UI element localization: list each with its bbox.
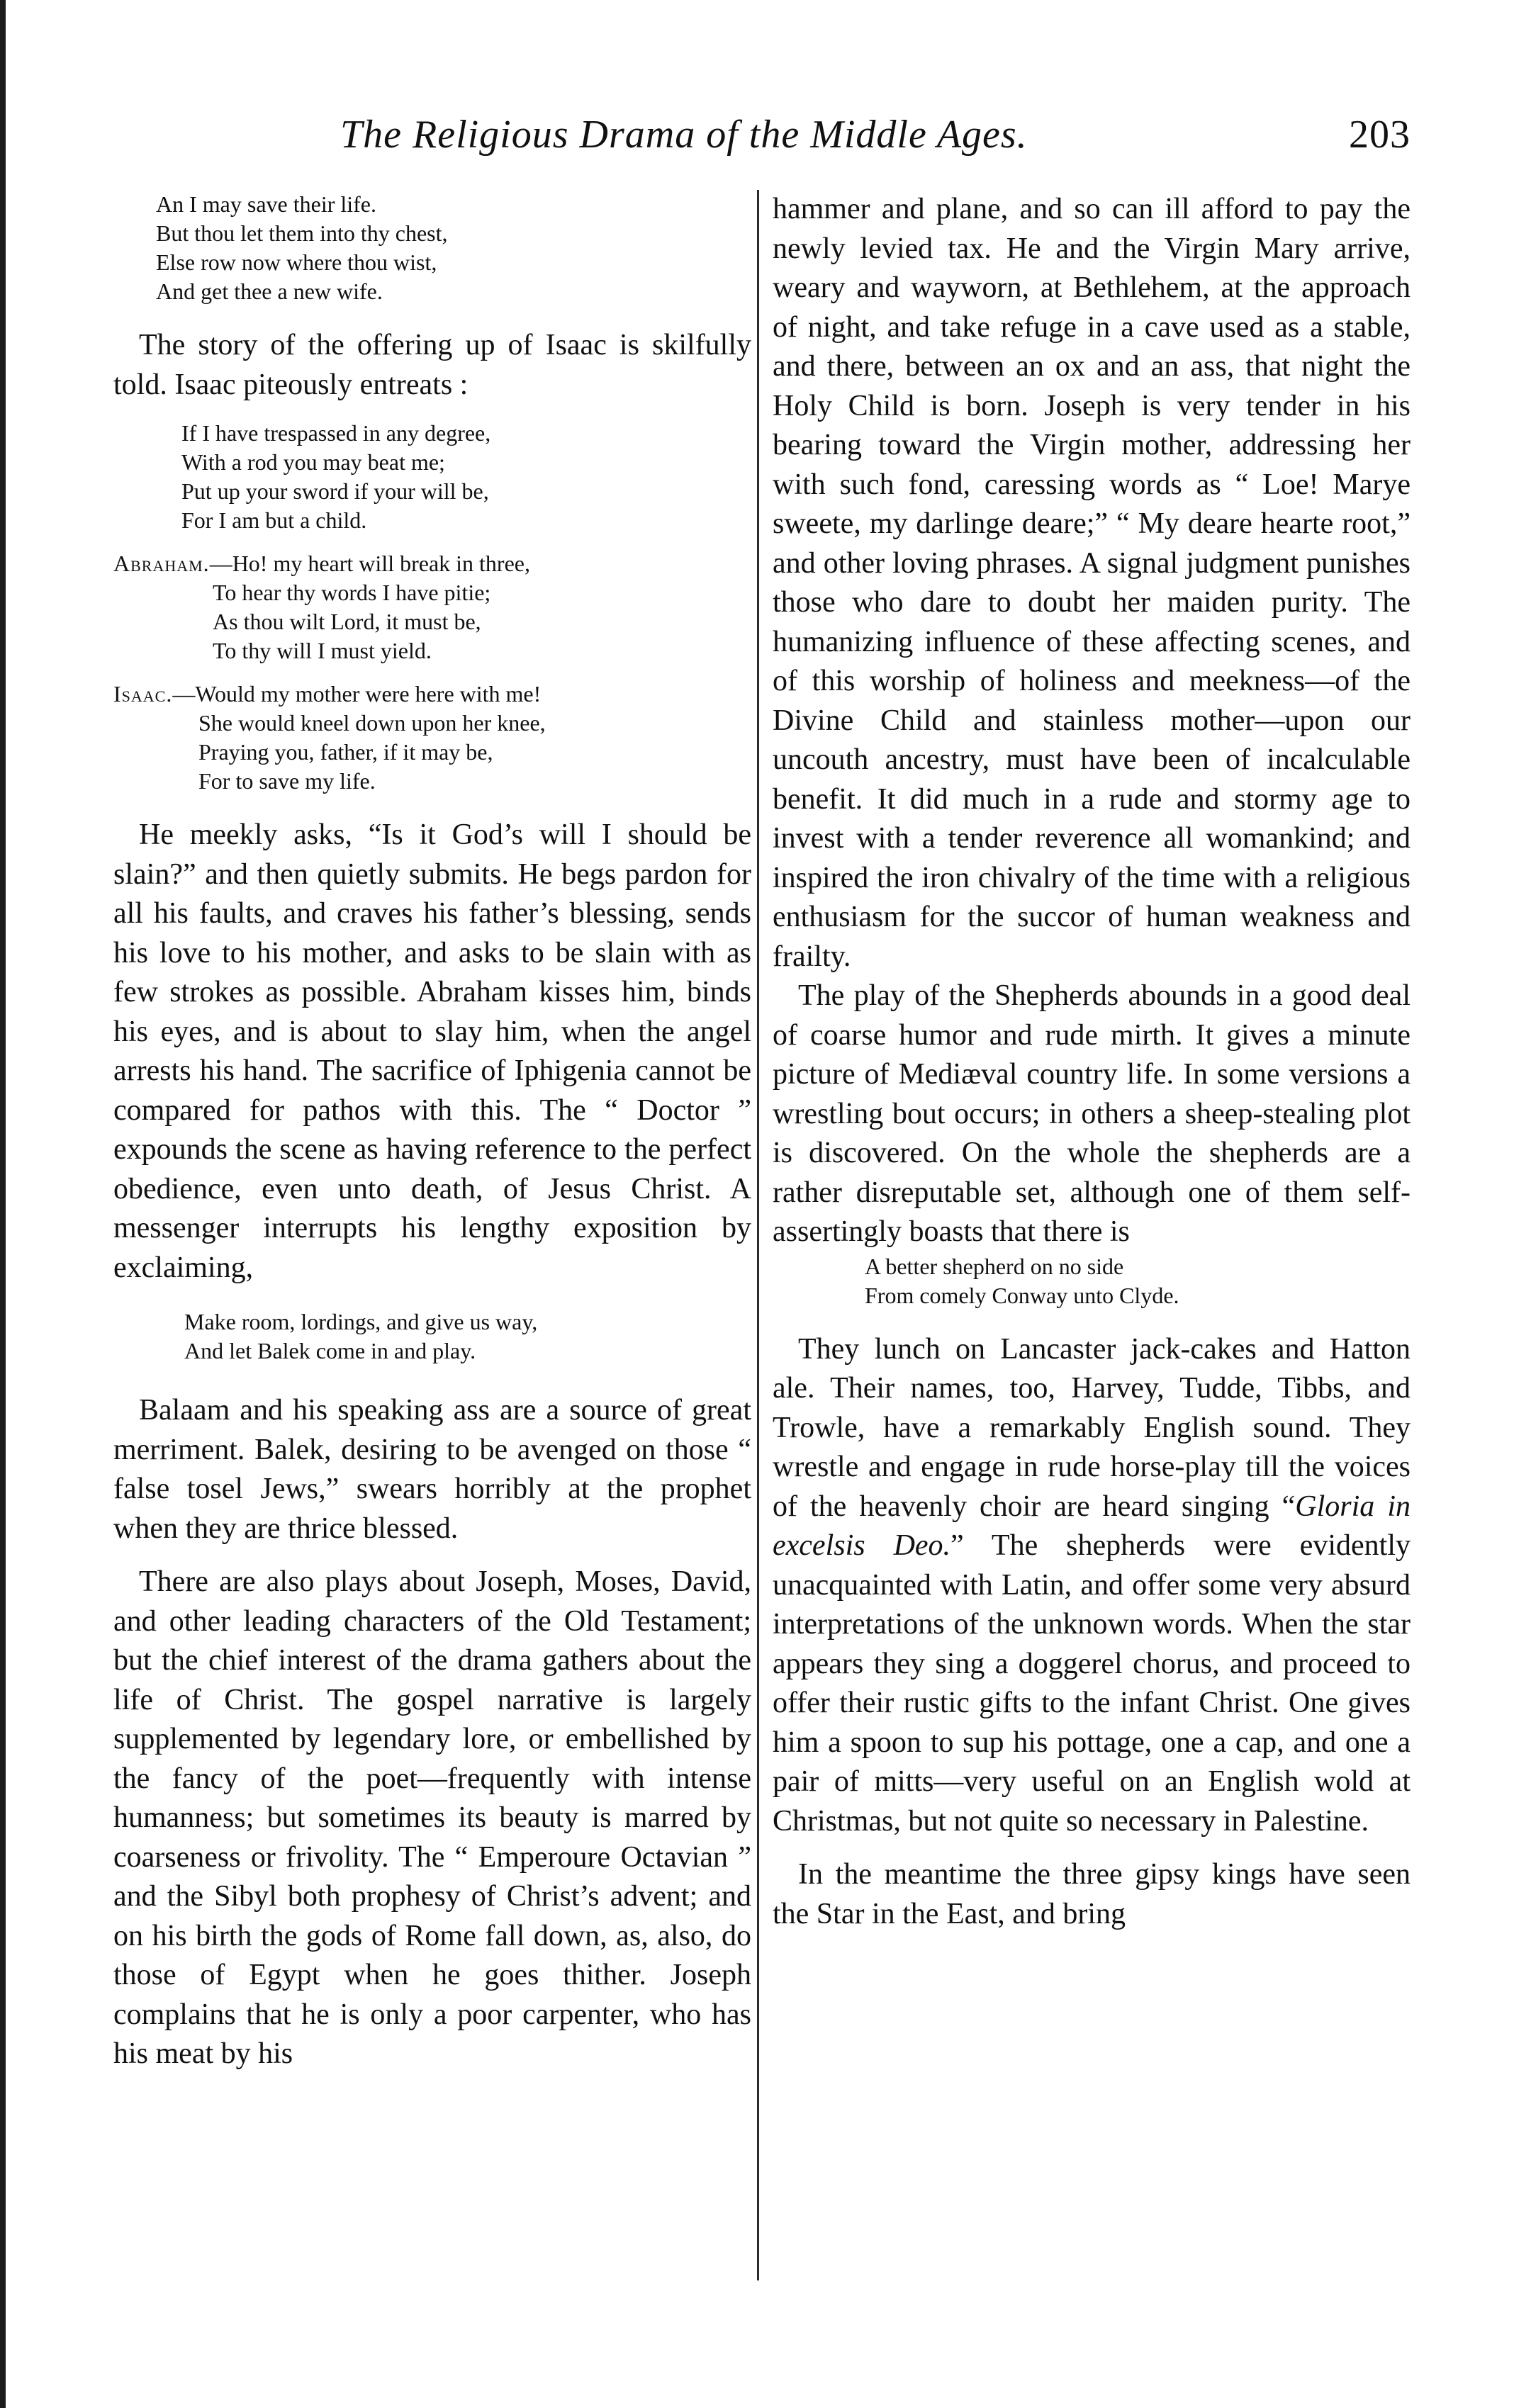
paragraph-shepherds-lunch [773,1330,1411,1842]
verse-line: If I have trespassed in any degree, [181,420,491,446]
verse-line: —Ho! my heart will break in three, [209,551,530,576]
speaker-abraham: Abraham. [113,551,210,576]
verse-line: With a rod you may beat me; [181,449,445,475]
column-divider [757,190,759,2280]
verse-line: —Would my mother were here with me! [172,681,542,707]
paragraph-balaam: Balaam and his speaking ass are a source of great merriment. Balek, desiring to be avenged on those “ false tosel Jews,” swears horribly at the prophet when they are thrice blessed. [113,1394,751,1545]
verse-line: She would kneel down upon her knee, [198,710,546,736]
verse-line: An I may save their life. [156,191,376,217]
paragraph-isaac-intro: The story of the offering up of Isaac is skilfully told. Isaac piteously entreats : [113,329,751,401]
verse-boatman [113,190,751,306]
verse-line: To thy will I must yield. [213,638,432,663]
verse-line: Else row now where thou wist, [156,249,437,275]
verse-line: And let Balek come in and play. [184,1338,476,1363]
right-column [773,190,1411,1934]
verse-line: Make room, lordings, and give us way, [184,1309,538,1334]
verse-line: And get thee a new wife. [156,279,383,304]
verse-line: From comely Conway unto Clyde. [865,1282,1179,1308]
paragraph-nativity: hammer and plane, and so can ill afford to pay the newly levied tax. He and the Virgin Mary arrive, weary and wayworn, at Bethlehem, at the approach of night, and take refuge in a cave used as a stable, and there, between an ox and an ass, that night the Holy Child is born. Joseph is very tender in his bearing toward the Virgin mother, addressing her with such fond, caressing words as “ Loe! Marye sweete, my darlinge deare;” “ My deare hearte root,” and other loving phrases. A signal judgment punishes those who dare to doubt her maiden purity. The humanizing influence of these affecting scenes, and of this worship of holiness and meekness—of the Divine Child and stainless mother—upon our uncouth ancestry, must have been of incalculable benefit. It did much in a rude and stormy age to invest with a tender reverence all womankind; and inspired the iron chivalry of the time with a religious enthusiasm for the succor of human weakness and frailty. [773,193,1411,973]
latin-phrase: Gloria in excelsis Deo. [773,1490,1411,1562]
paragraph-shepherds: The play of the Shepherds abounds in a good deal of coarse humor and rude mirth. It gives a minute picture of Mediæval country life. In some versions a wrestling bout occurs; in others a sheep-stealing plot is discovered. On the whole the shepherds are a rather disreputable set, although one of them self-assertingly boasts that there is [773,979,1411,1248]
verse-line: But thou let them into thy chest, [156,220,448,246]
paragraph-gipsy-kings: In the meantime the three gipsy kings have seen the Star in the East, and bring [773,1858,1411,1930]
left-column [113,190,751,2074]
verse-line: Praying you, father, if it may be, [198,739,493,765]
page-edge-rule [0,0,6,2408]
verse-abraham [113,549,751,665]
verse-better-shepherd [773,1252,1411,1310]
verse-isaac-entreats [113,419,751,535]
speaker-isaac: Isaac. [113,681,173,707]
running-title: The Religious Drama of the Middle Ages. [340,113,1028,157]
verse-line: A better shepherd on no side [865,1253,1124,1279]
verse-isaac [113,680,751,796]
verse-line: Put up your sword if your will be, [181,478,489,504]
paragraph-isaac-submits: He meekly asks, “Is it God’s will I should be slain?” and then quietly submits. He begs pardon for all his faults, and craves his father’s blessing, sends his love to his mother, and asks to be slain with as few strokes as possible. Abraham kisses him, binds his eyes, and is about to slay him, when the angel arrests his hand. The sacrifice of Iphigenia cannot be compared for pathos with this. The “ Doctor ” expounds the scene as having reference to the perfect obedience, even unto death, of Jesus Christ. A messenger interrupts his lengthy exposition by exclaiming, [113,818,751,1284]
page-number: 203 [1349,113,1411,157]
verse-line: For to save my life. [198,768,376,794]
paragraph-old-testament: There are also plays about Joseph, Moses, David, and other leading characters of the Old Testament; but the chief interest of the drama gathers about the life of Christ. The gospel narrative is largely supplemented by legendary lore, or embellished by the fancy of the poet—frequently with intense humanness; but sometimes its beauty is marred by coarseness or frivolity. The “ Emperoure Octavian ” and the Sibyl both prophesy of Christ’s advent; and on his birth the gods of Rome fall down, as, also, do those of Egypt when he goes thither. Joseph complains that he is only a poor carpenter, who has his meat by his [113,1565,751,2070]
verse-line: For I am but a child. [181,507,367,533]
text-run: ” The shepherds were evidently unacquainted with Latin, and offer some very absurd interpretations of the unknown words. When the star appears they sing a doggerel chorus, and proceed to offer their rustic gifts to the infant Christ. One gives him a spoon to sup his pottage, one a cap, and one a pair of mitts—very useful on an English wold at Christmas, but not quite so necessary in Palestine. [773,1529,1411,1838]
running-header [340,112,1411,162]
verse-line: To hear thy words I have pitie; [213,580,491,605]
text-run: They lunch on Lancaster jack-cakes and Hatton ale. Their names, too, Harvey, Tudde, Tibbs, and Trowle, have a remarkably English sound. They wrestle and engage in rude horse-play till the voices of the heavenly choir are heard singing “ [773,1332,1411,1523]
verse-line: As thou wilt Lord, it must be, [213,609,481,634]
verse-make-room [113,1307,751,1366]
